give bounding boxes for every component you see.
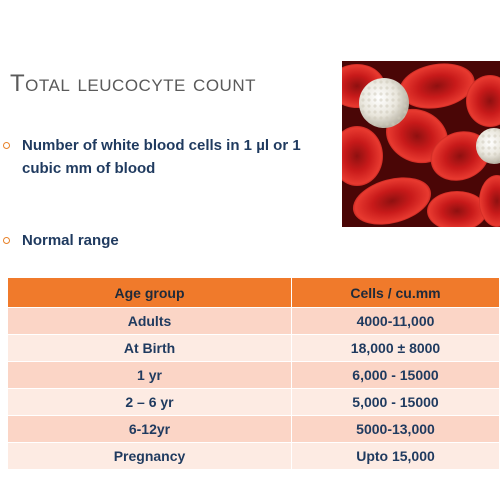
bullet-normal-range-text: Normal range: [22, 232, 119, 249]
bullet-definition-text: Number of white blood cells in 1 µl or 1 cubic mm of blood: [22, 137, 301, 177]
age-group-cell: Pregnancy: [8, 443, 292, 470]
cell-count-cell: 5000-13,000: [292, 416, 500, 443]
table-row: [8, 389, 500, 416]
age-group-cell: Adults: [8, 308, 292, 335]
table-row: [8, 416, 500, 443]
blood-cells-illustration: [342, 61, 500, 227]
leucocyte-range-table: [8, 278, 500, 469]
cell-count-cell: 5,000 - 15000: [292, 389, 500, 416]
slide-title: Total leucocyte count: [10, 70, 256, 97]
table-row: [8, 443, 500, 470]
age-group-cell: 2 – 6 yr: [8, 389, 292, 416]
table-row: [8, 362, 500, 389]
table-header-row: [8, 278, 500, 308]
cell-count-cell: 6,000 - 15000: [292, 362, 500, 389]
table-row: [8, 308, 500, 335]
blood-cells-image: [342, 61, 500, 227]
cell-count-cell: 4000-11,000: [292, 308, 500, 335]
table-row: [8, 335, 500, 362]
column-header-age-group: Age group: [8, 278, 292, 308]
age-group-cell: 1 yr: [8, 362, 292, 389]
age-group-cell: At Birth: [8, 335, 292, 362]
bullet-marker-icon: [3, 237, 10, 244]
bullet-normal-range: [3, 229, 323, 252]
bullet-marker-icon: [3, 142, 10, 149]
age-group-cell: 6-12yr: [8, 416, 292, 443]
bullet-definition: [3, 134, 323, 180]
cell-count-cell: 18,000 ± 8000: [292, 335, 500, 362]
column-header-cells: Cells / cu.mm: [292, 278, 500, 308]
cell-count-cell: Upto 15,000: [292, 443, 500, 470]
